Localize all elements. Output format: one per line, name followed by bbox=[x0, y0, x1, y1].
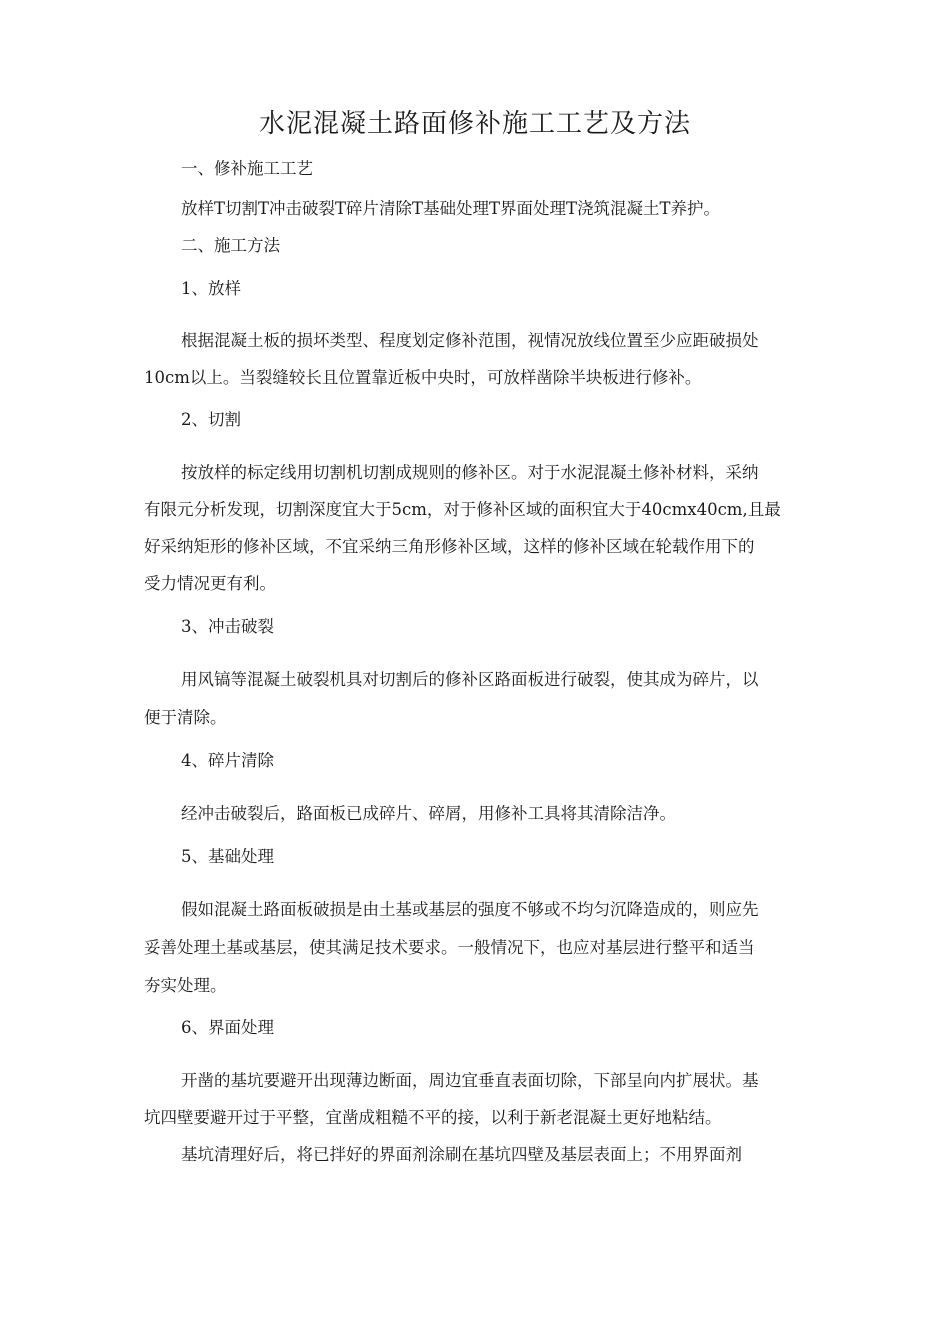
document-title: 水泥混凝土路面修补施工工艺及方法 bbox=[258, 109, 691, 139]
paragraph-line: 受力情况更有利。 bbox=[144, 574, 276, 593]
step-heading-4: 4、碎片清除 bbox=[181, 751, 274, 770]
paragraph-line: 用风镐等混凝土破裂机具对切割后的修补区路面板进行破裂，使其成为碎片，以 bbox=[181, 670, 759, 689]
paragraph-line: 开凿的基坑要避开出现薄边断面，周边宜垂直表面切除，下部呈向内扩展状。基 bbox=[181, 1071, 759, 1090]
step-heading-1: 1、放样 bbox=[181, 279, 241, 298]
step-heading-6: 6、界面处理 bbox=[181, 1018, 274, 1037]
paragraph-line: 坑四壁要避开过于平整，宜凿成粗糙不平的接，以利于新老混凝土更好地粘结。 bbox=[144, 1108, 722, 1127]
paragraph-line: 便于清除。 bbox=[144, 708, 227, 727]
paragraph-line: 有限元分析发现，切割深度宜大于5cm，对于修补区域的面积宜大于40cmx40cm,且最 bbox=[144, 500, 781, 519]
paragraph-line: 妥善处理土基或基层，使其满足技术要求。一般情况下，也应对基层进行整平和适当 bbox=[144, 938, 755, 957]
paragraph-line: 10cm以上。当裂缝较长且位置靠近板中央时，可放样凿除半块板进行修补。 bbox=[144, 368, 702, 387]
paragraph-line: 根据混凝土板的损坏类型、程度划定修补范围，视情况放线位置至少应距破损处 bbox=[181, 331, 759, 350]
paragraph-line: 经冲击破裂后，路面板已成碎片、碎屑，用修补工具将其清除洁净。 bbox=[181, 804, 676, 823]
section-heading-1: 一、修补施工工艺 bbox=[181, 159, 313, 178]
section-heading-2: 二、施工方法 bbox=[181, 236, 280, 255]
paragraph-line: 基坑清理好后，将已拌好的界面剂涂刷在基坑四壁及基层表面上；不用界面剂 bbox=[181, 1145, 742, 1164]
paragraph-line: 好采纳矩形的修补区域，不宜采纳三角形修补区域，这样的修补区域在轮载作用下的 bbox=[144, 537, 755, 556]
step-heading-5: 5、基础处理 bbox=[181, 847, 274, 866]
paragraph-line: 假如混凝土路面板破损是由土基或基层的强度不够或不均匀沉降造成的，则应先 bbox=[181, 900, 759, 919]
process-flow-text: 放样T切割T冲击破裂T碎片清除T基础处理T界面处理T浇筑混凝土T养护。 bbox=[181, 199, 721, 218]
step-heading-3: 3、冲击破裂 bbox=[181, 617, 274, 636]
paragraph-line: 按放样的标定线用切割机切割成规则的修补区。对于水泥混凝土修补材料，采纳 bbox=[181, 463, 759, 482]
paragraph-line: 夯实处理。 bbox=[144, 976, 227, 995]
step-heading-2: 2、切割 bbox=[181, 410, 241, 429]
